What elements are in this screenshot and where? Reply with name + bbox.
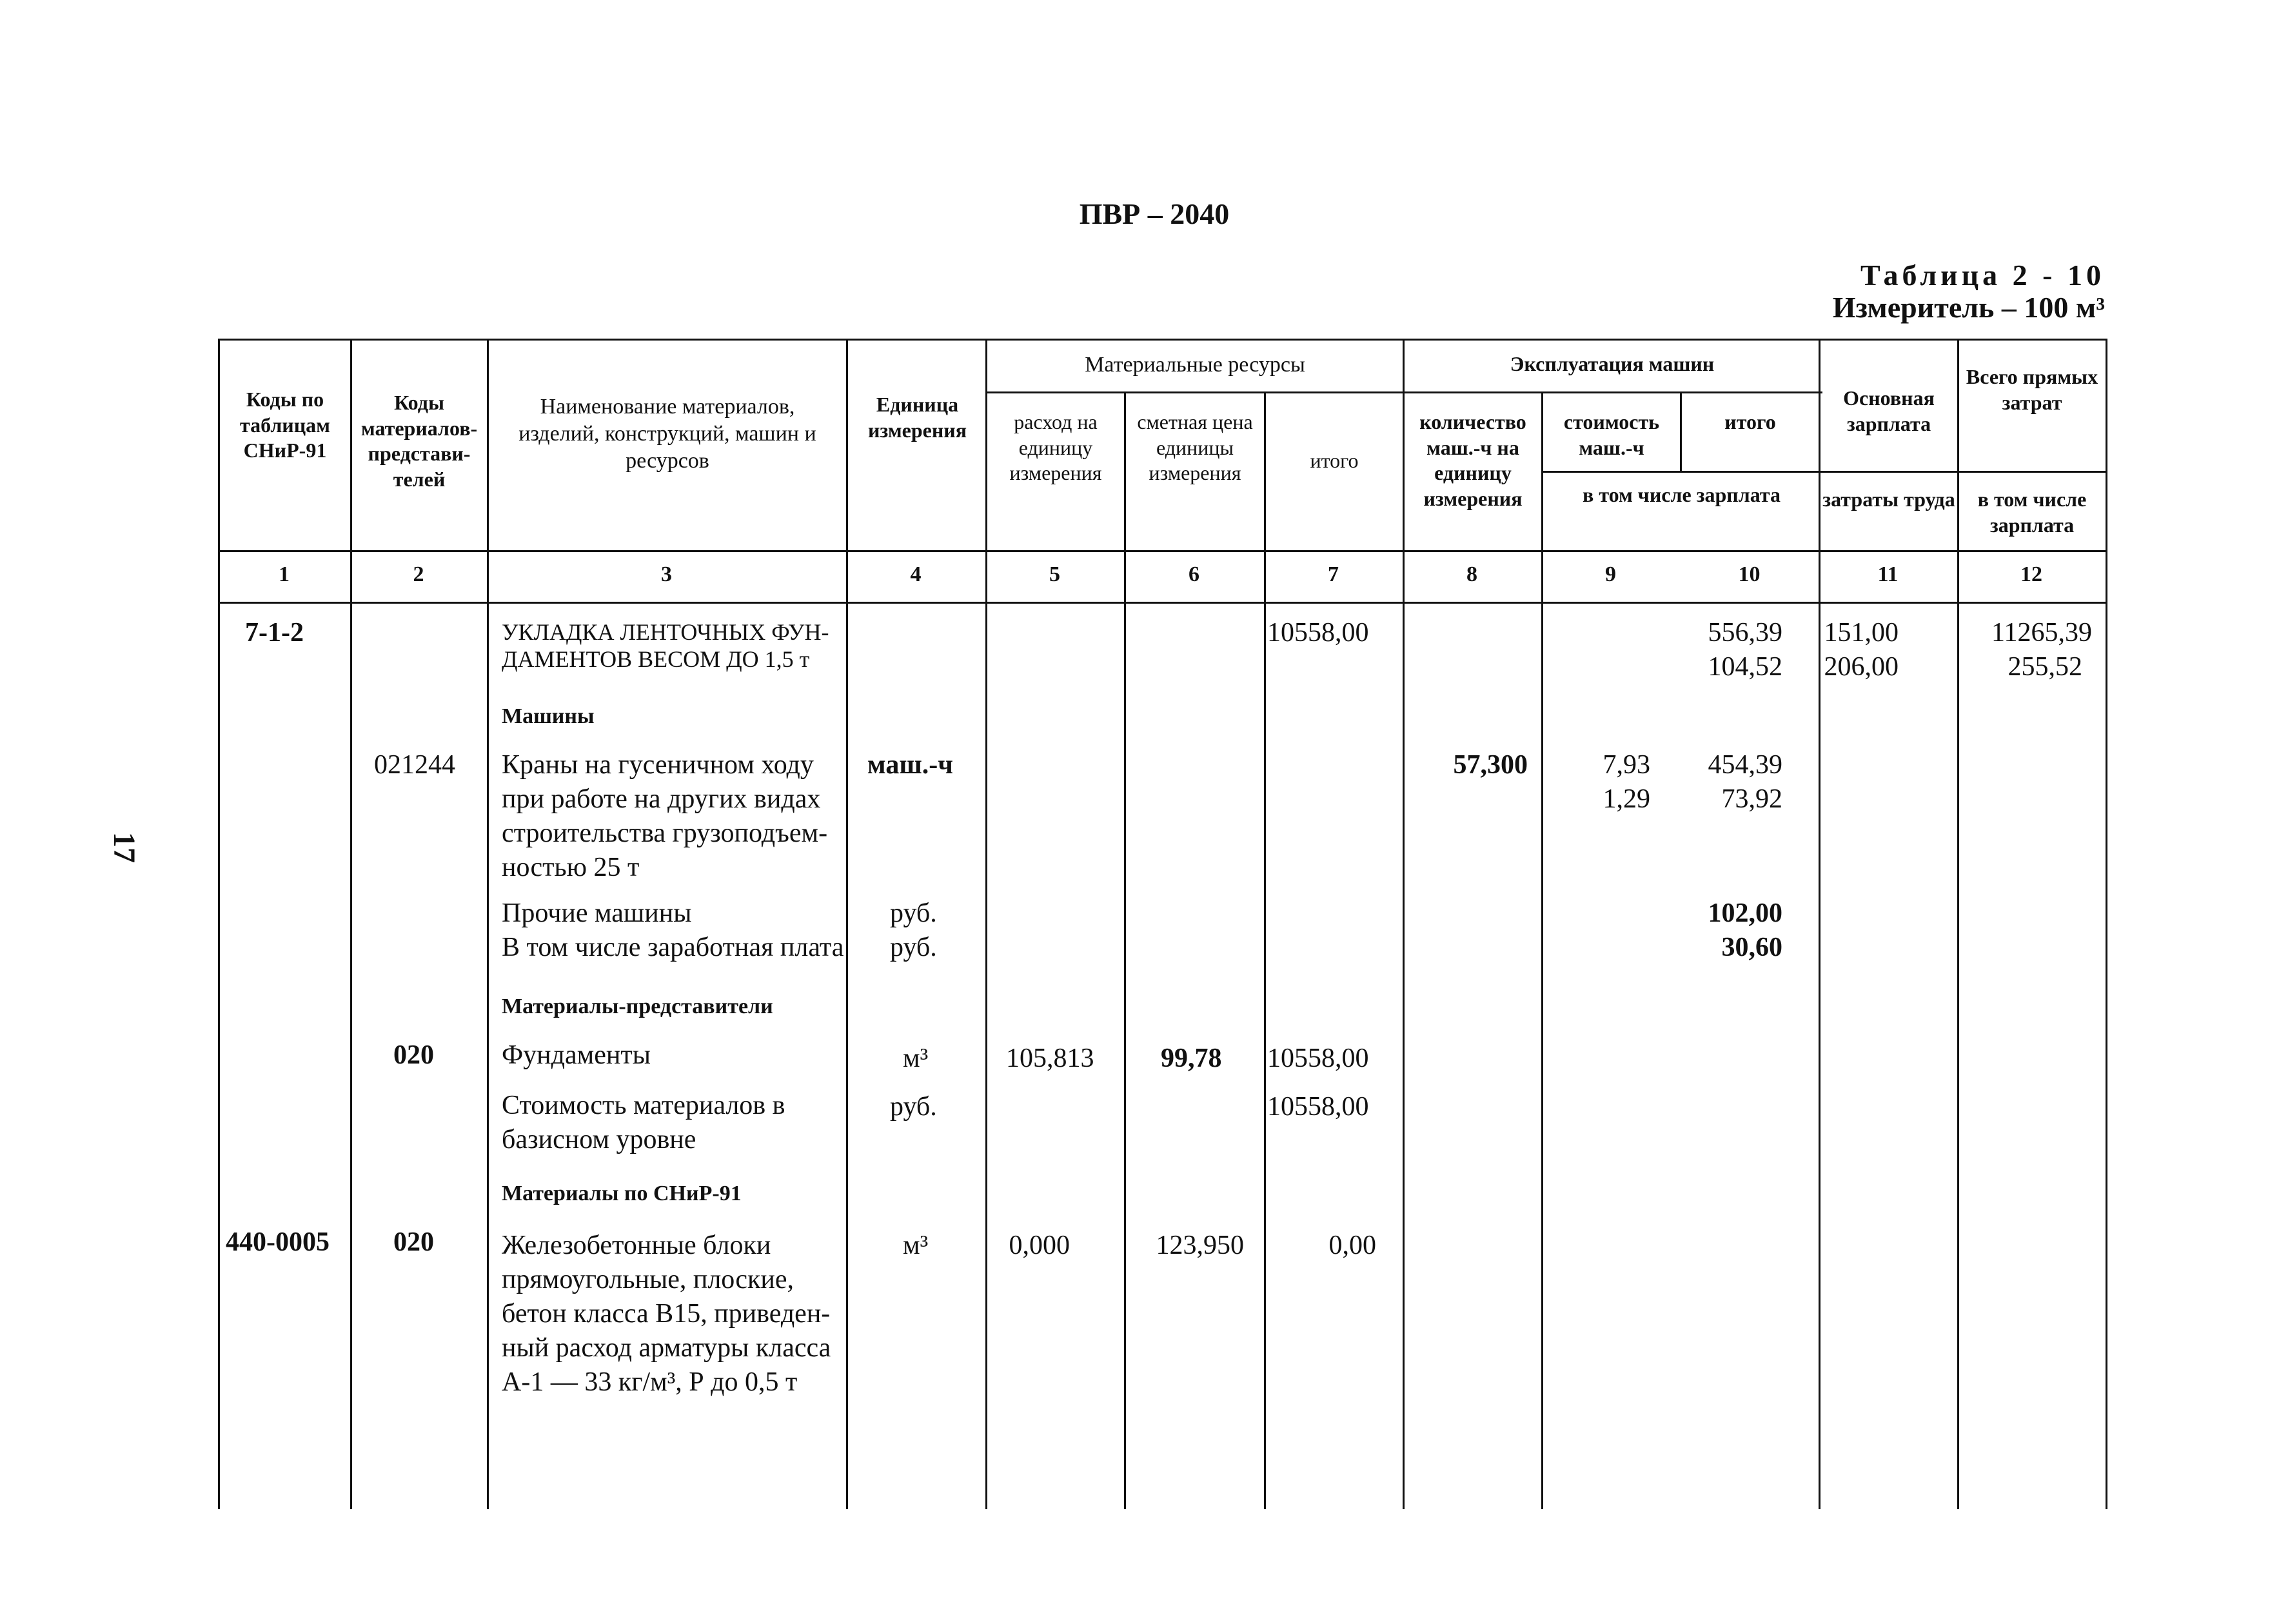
foundations-rep-code: 020	[393, 1040, 434, 1070]
col-number: 2	[413, 562, 424, 586]
col-number: 11	[1877, 562, 1899, 586]
measure-unit: Измеритель – 100 м³	[1832, 291, 2105, 324]
header-labor-costs: затраты труда	[1822, 488, 1955, 511]
crane-total: 454,39	[1708, 750, 1782, 780]
col-number: 9	[1605, 562, 1616, 586]
blocks-unit: м³	[903, 1231, 929, 1260]
main-name-line2: ДАМЕНТОВ ВЕСОМ ДО 1,5 т	[502, 646, 810, 672]
header-material-resources: Материальные ресурсы	[1085, 353, 1305, 377]
col-number: 6	[1189, 562, 1199, 586]
crane-cost-wages: 1,29	[1603, 784, 1650, 814]
crane-name-line: при работе на других видах	[502, 784, 821, 814]
blocks-price: 123,950	[1156, 1231, 1244, 1260]
crane-rep-code: 021244	[374, 750, 455, 780]
blocks-name-line: прямоугольные, плоские,	[502, 1265, 794, 1294]
base-cost-name-line2: базисном уровне	[502, 1125, 696, 1154]
other-machines-wages-total: 30,60	[1721, 933, 1782, 962]
col-number: 5	[1049, 562, 1060, 586]
main-base-wages: 151,00	[1824, 618, 1899, 648]
blocks-code: 440-0005	[226, 1227, 330, 1257]
page-number: 17	[107, 832, 141, 863]
col-number: 12	[2020, 562, 2042, 586]
foundations-unit: м³	[903, 1044, 929, 1073]
base-cost-unit: руб.	[890, 1092, 937, 1122]
header-total-wages: в том числе зарплата	[1977, 488, 2087, 537]
header-total-direct: Всего прямых затрат	[1966, 365, 2098, 414]
col-number: 4	[910, 562, 922, 586]
crane-total-wages: 73,92	[1721, 784, 1782, 814]
header-total-materials: итого	[1310, 449, 1359, 472]
blocks-rep-code: 020	[393, 1227, 434, 1257]
base-cost-name-line1: Стоимость материалов в	[502, 1091, 785, 1120]
main-total-direct: 11265,39	[1991, 618, 2092, 648]
header-unit: Единица измерения	[867, 393, 967, 442]
document-title: ПВР – 2040	[1079, 197, 1230, 230]
col-number: 10	[1738, 562, 1761, 586]
other-machines-unit: руб.	[890, 898, 937, 928]
header-price: сметная цена единицы измерения	[1137, 410, 1253, 485]
main-machine-total: 556,39	[1708, 618, 1782, 648]
header-machine-wages: в том числе зарплата	[1583, 483, 1781, 506]
section-representative-materials: Материалы-представители	[502, 995, 773, 1018]
table-title: Таблица 2 - 10	[1860, 259, 2105, 292]
main-labor-costs: 206,00	[1824, 652, 1899, 682]
section-machines: Машины	[502, 704, 595, 728]
blocks-name-line: бетон класса В15, приведен-	[502, 1299, 831, 1329]
base-cost-total: 10558,00	[1267, 1092, 1369, 1122]
header-rep-codes: Коды материалов-представи-телей	[360, 391, 478, 491]
header-machine-operation: Эксплуатация машин	[1510, 352, 1715, 375]
header-name: Наименование материалов, изделий, конструкций, машин и ресурсов	[518, 395, 816, 473]
col-number: 3	[661, 562, 672, 586]
foundations-rate: 105,813	[1006, 1044, 1094, 1073]
header-rate: расход на единицу измерения	[1009, 410, 1102, 485]
blocks-name-line: А-1 — 33 кг/м³, Р до 0,5 т	[502, 1367, 798, 1397]
blocks-name-line: ный расход арматуры класса	[502, 1333, 831, 1363]
other-machines-wages-unit: руб.	[890, 933, 937, 962]
header-machine-cost: стоимость маш.-ч	[1563, 410, 1660, 459]
foundations-price: 99,78	[1161, 1044, 1222, 1073]
foundations-total: 10558,00	[1267, 1044, 1369, 1073]
foundations-name: Фундаменты	[502, 1040, 651, 1070]
header-base-wages: Основная зарплата	[1843, 386, 1935, 435]
crane-name-line: строительства грузоподъем-	[502, 818, 828, 848]
blocks-total: 0,00	[1328, 1231, 1376, 1260]
main-total-materials: 10558,00	[1267, 618, 1369, 648]
main-machine-wages: 104,52	[1708, 652, 1782, 682]
crane-qty: 57,300	[1453, 750, 1528, 780]
other-machines-total: 102,00	[1708, 898, 1782, 928]
crane-name-line: ностью 25 т	[502, 853, 640, 882]
blocks-rate: 0,000	[1009, 1231, 1070, 1260]
main-total-wages: 255,52	[2008, 652, 2082, 682]
header-codes-snip: Коды по таблицам СНиР-91	[240, 388, 330, 462]
crane-cost: 7,93	[1603, 750, 1650, 780]
section-snip-materials: Материалы по СНиР-91	[502, 1182, 742, 1205]
crane-unit: маш.-ч	[867, 750, 953, 780]
main-code: 7-1-2	[245, 618, 304, 648]
other-machines-name: Прочие машины	[502, 898, 692, 928]
header-machine-total: итого	[1724, 410, 1776, 433]
col-number: 7	[1328, 562, 1339, 586]
col-number: 8	[1466, 562, 1477, 586]
crane-name-line: Краны на гусеничном ходу	[502, 750, 814, 780]
col-number: 1	[279, 562, 290, 586]
blocks-name-line: Железобетонные блоки	[502, 1231, 771, 1260]
main-name-line1: УКЛАДКА ЛЕНТОЧНЫХ ФУН-	[502, 619, 829, 645]
header-machine-qty: количество маш.-ч на единицу измерения	[1419, 410, 1526, 511]
other-machines-wages-name: В том числе заработная плата	[502, 933, 844, 962]
